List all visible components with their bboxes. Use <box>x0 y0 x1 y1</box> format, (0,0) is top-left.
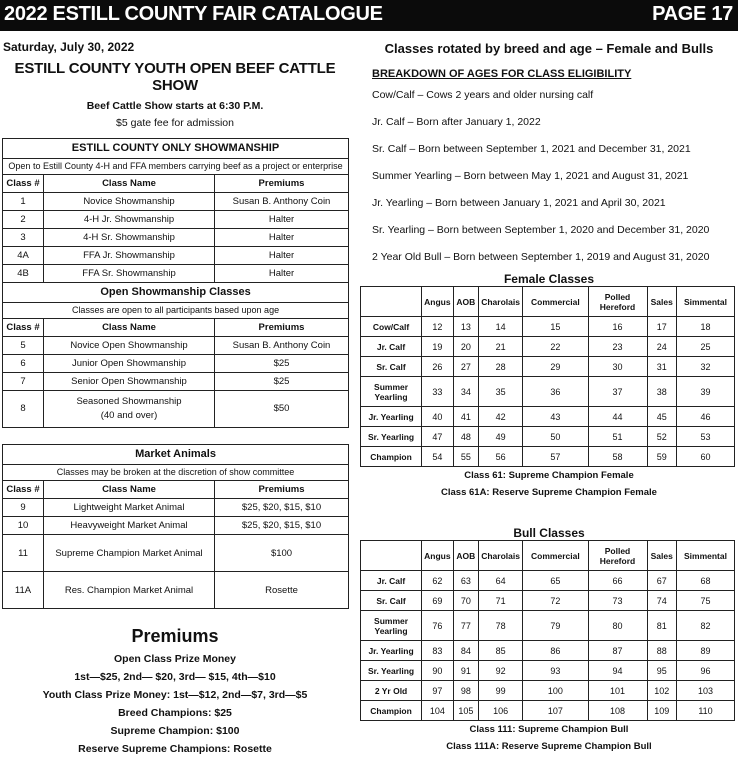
age-class-label: Sr. Calf <box>361 591 422 611</box>
class-number: 51 <box>588 427 647 447</box>
page-number: PAGE 17 <box>652 3 733 25</box>
class-number: 80 <box>588 611 647 641</box>
class-number: 47 <box>422 427 454 447</box>
column-header: Class # <box>3 175 44 193</box>
start-time: Beef Cattle Show starts at 6:30 P.M. <box>86 100 264 112</box>
class-number: 5 <box>3 337 44 355</box>
age-class-label: Champion <box>361 701 422 721</box>
breed-column-header: Sales <box>647 541 676 571</box>
class-name: Heavyweight Market Animal <box>44 517 215 535</box>
age-class-label: Summer Yearling <box>361 377 422 407</box>
table-row <box>3 337 349 355</box>
class-number: 42 <box>478 407 522 427</box>
class-number: 104 <box>422 701 454 721</box>
class-number: 38 <box>647 377 676 407</box>
breed-column-header: Angus <box>422 287 454 317</box>
class-number: 34 <box>453 377 478 407</box>
female-classes-title: Female Classes <box>503 272 595 286</box>
premium: $100 <box>215 535 349 572</box>
breed-column-header: Polled Hereford <box>588 541 647 571</box>
age-class-label: Jr. Calf <box>361 571 422 591</box>
class-number: 100 <box>523 681 588 701</box>
female-classes-table <box>360 286 735 467</box>
class-number: 50 <box>523 427 588 447</box>
class-number: 18 <box>676 317 734 337</box>
class-number: 75 <box>676 591 734 611</box>
class-number: 87 <box>588 641 647 661</box>
column-header: Premiums <box>215 481 349 499</box>
premium: Rosette <box>215 572 349 609</box>
table-row <box>361 377 735 407</box>
class-number: 10 <box>3 517 44 535</box>
class-number: 92 <box>478 661 522 681</box>
market-animals-table <box>2 444 349 609</box>
class-number: 64 <box>478 571 522 591</box>
bull-header-row <box>361 541 735 571</box>
class-number: 25 <box>676 337 734 357</box>
column-header: Class Name <box>44 175 215 193</box>
table-row <box>361 427 735 447</box>
age-line: Summer Yearling – Born between May 1, 2021 and August 31, 2021 <box>372 170 689 182</box>
table-row <box>3 499 349 517</box>
class-number: 109 <box>647 701 676 721</box>
breed-column-header: Charolais <box>478 541 522 571</box>
class-number: 65 <box>523 571 588 591</box>
class-number: 22 <box>523 337 588 357</box>
estill-showmanship-note-row <box>3 159 349 175</box>
class-name: Senior Open Showmanship <box>44 373 215 391</box>
class-number: 68 <box>676 571 734 591</box>
breed-column-header: Polled Hereford <box>588 287 647 317</box>
table-row <box>3 265 349 283</box>
class-number: 12 <box>422 317 454 337</box>
class-number: 82 <box>676 611 734 641</box>
class-number: 21 <box>478 337 522 357</box>
class-number: 19 <box>422 337 454 357</box>
class-name: Novice Open Showmanship <box>44 337 215 355</box>
age-class-label: 2 Yr Old <box>361 681 422 701</box>
breed-column-header: Sales <box>647 287 676 317</box>
column-header: Premiums <box>215 319 349 337</box>
premium-line: Youth Class Prize Money: 1st—$12, 2nd—$7, 3rd—$5 <box>42 689 308 701</box>
class-number: 30 <box>588 357 647 377</box>
class-number: 81 <box>647 611 676 641</box>
class-name: 4-H Jr. Showmanship <box>44 211 215 229</box>
table-row <box>3 373 349 391</box>
class-number: 94 <box>588 661 647 681</box>
class-number: 53 <box>676 427 734 447</box>
open-showmanship-header-row <box>3 319 349 337</box>
age-class-label: Jr. Calf <box>361 337 422 357</box>
class-number: 60 <box>676 447 734 467</box>
premium-line: 1st—$25, 2nd— $20, 3rd— $15, 4th—$10 <box>74 671 276 683</box>
open-showmanship-note-row <box>3 303 349 319</box>
table-row <box>3 247 349 265</box>
class-number: 41 <box>453 407 478 427</box>
class-number: 79 <box>523 611 588 641</box>
premium: $25, $20, $15, $10 <box>215 499 349 517</box>
left-column <box>2 36 348 758</box>
table-row <box>3 517 349 535</box>
premium: Susan B. Anthony Coin <box>215 337 349 355</box>
class-number: 23 <box>588 337 647 357</box>
premium: Halter <box>215 229 349 247</box>
premium-line: Reserve Supreme Champions: Rosette <box>78 743 272 755</box>
table-row <box>361 447 735 467</box>
class-number: 24 <box>647 337 676 357</box>
class-number: 102 <box>647 681 676 701</box>
class-name: Novice Showmanship <box>44 193 215 211</box>
class-number: 44 <box>588 407 647 427</box>
bull-classes-table <box>360 540 735 721</box>
class-number: 43 <box>523 407 588 427</box>
table-row <box>361 591 735 611</box>
breed-column-header <box>361 287 422 317</box>
breed-column-header: AOB <box>453 541 478 571</box>
breed-column-header: Commercial <box>523 287 588 317</box>
classes-rotated-title: Classes rotated by breed and age – Female and Bulls <box>384 41 714 56</box>
bull-captions <box>360 721 738 755</box>
table-row <box>3 535 349 572</box>
class-number: 29 <box>523 357 588 377</box>
class-number: 95 <box>647 661 676 681</box>
breed-column-header: AOB <box>453 287 478 317</box>
class-number: 9 <box>3 499 44 517</box>
class-number: 49 <box>478 427 522 447</box>
age-class-label: Cow/Calf <box>361 317 422 337</box>
class-number: 45 <box>647 407 676 427</box>
female-caption: Class 61: Supreme Champion Female <box>464 470 634 481</box>
column-header: Premiums <box>215 175 349 193</box>
class-number: 71 <box>478 591 522 611</box>
class-number: 96 <box>676 661 734 681</box>
premium: $50 <box>215 391 349 428</box>
column-header: Class # <box>3 481 44 499</box>
breed-column-header <box>361 541 422 571</box>
table-row <box>3 193 349 211</box>
gate-fee: $5 gate fee for admission <box>116 117 234 129</box>
class-number: 3 <box>3 229 44 247</box>
age-line: Sr. Yearling – Born between September 1, 2020 and December 31, 2020 <box>372 224 710 236</box>
column-header: Class Name <box>44 319 215 337</box>
class-number: 20 <box>453 337 478 357</box>
estill-showmanship-title: ESTILL COUNTY ONLY SHOWMANSHIP <box>3 139 349 159</box>
show-date: Saturday, July 30, 2022 <box>3 40 135 54</box>
class-number: 36 <box>523 377 588 407</box>
class-number: 57 <box>523 447 588 467</box>
table-row <box>3 211 349 229</box>
premiums-list <box>2 650 348 758</box>
female-header-row <box>361 287 735 317</box>
market-animals-title: Market Animals <box>3 445 349 465</box>
market-animals-note-row <box>3 465 349 481</box>
table-row <box>3 391 349 428</box>
class-number: 98 <box>453 681 478 701</box>
class-number: 72 <box>523 591 588 611</box>
class-name: Seasoned Showmanship (40 and over) <box>44 391 215 428</box>
class-number: 86 <box>523 641 588 661</box>
premium: Susan B. Anthony Coin <box>215 193 349 211</box>
class-number: 58 <box>588 447 647 467</box>
class-number: 99 <box>478 681 522 701</box>
class-number: 15 <box>523 317 588 337</box>
class-number: 89 <box>676 641 734 661</box>
class-name: FFA Jr. Showmanship <box>44 247 215 265</box>
estill-showmanship-note: Open to Estill County 4-H and FFA members carrying beef as a project or enterprise <box>3 159 349 175</box>
market-animals-note: Classes may be broken at the discretion of show committee <box>3 465 349 481</box>
premium-line: Open Class Prize Money <box>114 653 236 665</box>
page-header <box>0 0 738 31</box>
class-name: Res. Champion Market Animal <box>44 572 215 609</box>
class-number: 26 <box>422 357 454 377</box>
class-name: Lightweight Market Animal <box>44 499 215 517</box>
premium: $25, $20, $15, $10 <box>215 517 349 535</box>
class-number: 77 <box>453 611 478 641</box>
female-captions <box>360 467 738 501</box>
age-line: Jr. Yearling – Born between January 1, 2021 and April 30, 2021 <box>372 197 666 209</box>
breed-column-header: Charolais <box>478 287 522 317</box>
age-class-label: Sr. Yearling <box>361 427 422 447</box>
table-row <box>3 229 349 247</box>
class-number: 76 <box>422 611 454 641</box>
table-row <box>3 572 349 609</box>
class-number: 59 <box>647 447 676 467</box>
class-number: 84 <box>453 641 478 661</box>
class-number: 67 <box>647 571 676 591</box>
class-number: 16 <box>588 317 647 337</box>
premium-line: Supreme Champion: $100 <box>110 725 240 737</box>
market-animals-title-row <box>3 445 349 465</box>
class-number: 110 <box>676 701 734 721</box>
table-row <box>361 571 735 591</box>
class-number: 63 <box>453 571 478 591</box>
class-number: 46 <box>676 407 734 427</box>
class-number: 28 <box>478 357 522 377</box>
table-row <box>361 661 735 681</box>
class-number: 13 <box>453 317 478 337</box>
breed-column-header: Simmental <box>676 287 734 317</box>
age-class-label: Sr. Calf <box>361 357 422 377</box>
age-breakdown-title: BREAKDOWN OF AGES FOR CLASS ELIGIBILITY <box>372 68 632 80</box>
class-number: 101 <box>588 681 647 701</box>
open-showmanship-title-row <box>3 283 349 303</box>
right-column <box>360 36 738 755</box>
class-number: 35 <box>478 377 522 407</box>
bull-caption: Class 111: Supreme Champion Bull <box>469 724 629 735</box>
class-name: FFA Sr. Showmanship <box>44 265 215 283</box>
class-number: 48 <box>453 427 478 447</box>
class-number: 69 <box>422 591 454 611</box>
table-row <box>361 611 735 641</box>
column-header: Class # <box>3 319 44 337</box>
showmanship-table <box>2 138 349 428</box>
market-animals-header-row <box>3 481 349 499</box>
table-row <box>361 701 735 721</box>
class-number: 66 <box>588 571 647 591</box>
class-name: 4-H Sr. Showmanship <box>44 229 215 247</box>
premium: Halter <box>215 265 349 283</box>
class-number: 52 <box>647 427 676 447</box>
class-number: 70 <box>453 591 478 611</box>
bull-caption: Class 111A: Reserve Supreme Champion Bull <box>446 741 652 752</box>
class-number: 90 <box>422 661 454 681</box>
class-number: 7 <box>3 373 44 391</box>
class-number: 40 <box>422 407 454 427</box>
class-number: 4B <box>3 265 44 283</box>
class-number: 74 <box>647 591 676 611</box>
age-class-label: Summer Yearling <box>361 611 422 641</box>
open-showmanship-title: Open Showmanship Classes <box>3 283 349 303</box>
class-number: 6 <box>3 355 44 373</box>
class-number: 55 <box>453 447 478 467</box>
breed-column-header: Simmental <box>676 541 734 571</box>
age-class-label: Champion <box>361 447 422 467</box>
premium: $25 <box>215 373 349 391</box>
class-number: 33 <box>422 377 454 407</box>
premiums-title: Premiums <box>131 626 219 646</box>
female-caption: Class 61A: Reserve Supreme Champion Female <box>441 487 657 498</box>
class-number: 105 <box>453 701 478 721</box>
class-number: 107 <box>523 701 588 721</box>
class-number: 73 <box>588 591 647 611</box>
table-row <box>361 681 735 701</box>
age-breakdown-list <box>360 82 738 271</box>
catalogue-title: 2022 ESTILL COUNTY FAIR CATALOGUE <box>4 3 383 25</box>
class-number: 88 <box>647 641 676 661</box>
age-line: 2 Year Old Bull – Born between September 1, 2019 and August 31, 2020 <box>372 251 710 263</box>
estill-showmanship-header-row <box>3 175 349 193</box>
age-line: Cow/Calf – Cows 2 years and older nursing calf <box>372 89 594 101</box>
table-row <box>361 317 735 337</box>
table-row <box>361 357 735 377</box>
age-class-label: Jr. Yearling <box>361 641 422 661</box>
age-line: Jr. Calf – Born after January 1, 2022 <box>372 116 541 128</box>
open-showmanship-note: Classes are open to all participants based upon age <box>3 303 349 319</box>
class-number: 106 <box>478 701 522 721</box>
premium: Halter <box>215 211 349 229</box>
class-number: 56 <box>478 447 522 467</box>
class-number: 108 <box>588 701 647 721</box>
class-number: 83 <box>422 641 454 661</box>
class-number: 93 <box>523 661 588 681</box>
class-number: 31 <box>647 357 676 377</box>
class-number: 85 <box>478 641 522 661</box>
class-number: 4A <box>3 247 44 265</box>
class-number: 37 <box>588 377 647 407</box>
class-number: 8 <box>3 391 44 428</box>
class-name: Supreme Champion Market Animal <box>44 535 215 572</box>
table-row <box>361 337 735 357</box>
class-number: 62 <box>422 571 454 591</box>
bull-classes-title: Bull Classes <box>513 526 585 540</box>
class-number: 11 <box>3 535 44 572</box>
class-number: 27 <box>453 357 478 377</box>
class-number: 17 <box>647 317 676 337</box>
table-row <box>3 355 349 373</box>
class-number: 78 <box>478 611 522 641</box>
class-number: 1 <box>3 193 44 211</box>
class-number: 103 <box>676 681 734 701</box>
column-header: Class Name <box>44 481 215 499</box>
breed-column-header: Commercial <box>523 541 588 571</box>
class-number: 91 <box>453 661 478 681</box>
class-number: 97 <box>422 681 454 701</box>
estill-showmanship-title-row <box>3 139 349 159</box>
class-number: 54 <box>422 447 454 467</box>
premium-line: Breed Champions: $25 <box>118 707 232 719</box>
table-row <box>361 641 735 661</box>
class-number: 32 <box>676 357 734 377</box>
age-line: Sr. Calf – Born between September 1, 2021 and December 31, 2021 <box>372 143 691 155</box>
age-class-label: Jr. Yearling <box>361 407 422 427</box>
class-name: Junior Open Showmanship <box>44 355 215 373</box>
table-row <box>361 407 735 427</box>
premium: Halter <box>215 247 349 265</box>
class-number: 14 <box>478 317 522 337</box>
age-class-label: Sr. Yearling <box>361 661 422 681</box>
class-number: 2 <box>3 211 44 229</box>
class-number: 11A <box>3 572 44 609</box>
premium: $25 <box>215 355 349 373</box>
class-number: 39 <box>676 377 734 407</box>
breed-column-header: Angus <box>422 541 454 571</box>
show-title: ESTILL COUNTY YOUTH OPEN BEEF CATTLE SHOW <box>14 60 336 94</box>
